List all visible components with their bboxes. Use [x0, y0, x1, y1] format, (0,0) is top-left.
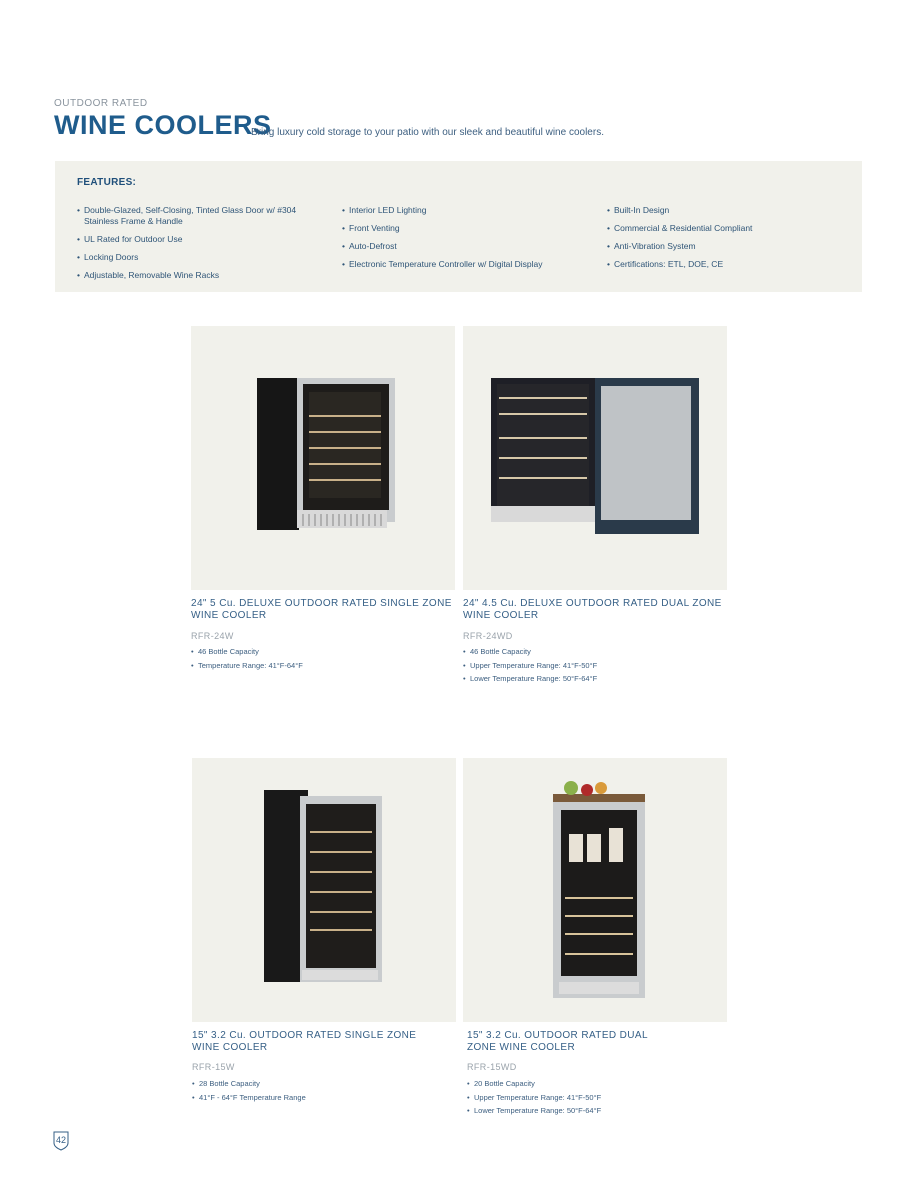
spec-item: • Lower Temperature Range: 50°F-64°F — [467, 1106, 731, 1115]
product-specs-rfr-15w — [192, 1079, 456, 1106]
spec-item: • 41°F - 64°F Temperature Range — [192, 1093, 456, 1102]
spec-item: • 20 Bottle Capacity — [467, 1079, 731, 1088]
features-column-1 — [77, 205, 297, 288]
feature-item: • Certifications: ETL, DOE, CE — [607, 259, 837, 270]
features-heading: FEATURES: — [77, 177, 137, 188]
feature-item: • Built-In Design — [607, 205, 837, 216]
spec-item: • 46 Bottle Capacity — [463, 647, 727, 656]
spec-item: • 28 Bottle Capacity — [192, 1079, 456, 1088]
feature-item: • UL Rated for Outdoor Use — [77, 234, 297, 245]
feature-item: • Locking Doors — [77, 252, 297, 263]
spec-item: • Upper Temperature Range: 41°F-50°F — [463, 661, 727, 670]
product-model-rfr-15wd: RFR-15WD — [467, 1062, 517, 1072]
product-title-rfr-24wd: 24" 4.5 Cu. DELUXE OUTDOOR RATED DUAL ZONE WINE COOLER — [463, 598, 722, 621]
spec-item: • Lower Temperature Range: 50°F-64°F — [463, 674, 727, 683]
spec-item: • Temperature Range: 41°F-64°F — [191, 661, 455, 670]
spec-item: • 46 Bottle Capacity — [191, 647, 455, 656]
product-title-rfr-24w: 24" 5 Cu. DELUXE OUTDOOR RATED SINGLE ZONE WINE COOLER — [191, 598, 452, 621]
page-title: WINE COOLERS — [54, 110, 272, 140]
feature-item: • Commercial & Residential Compliant — [607, 223, 837, 234]
feature-item: • Double-Glazed, Self-Closing, Tinted Glass Door w/ #304 Stainless Frame & Handle — [77, 205, 297, 227]
feature-item: • Adjustable, Removable Wine Racks — [77, 270, 297, 281]
product-model-rfr-24wd: RFR-24WD — [463, 631, 513, 641]
product-specs-rfr-24w — [191, 647, 455, 674]
product-title-rfr-15w: 15" 3.2 Cu. OUTDOOR RATED SINGLE ZONE WINE COOLER — [192, 1030, 417, 1053]
product-specs-rfr-15wd — [467, 1079, 731, 1120]
product-image-rfr-15w — [192, 758, 456, 1022]
feature-item: • Anti-Vibration System — [607, 241, 837, 252]
features-column-2 — [342, 205, 582, 277]
features-panel — [55, 161, 862, 292]
spec-item: • Upper Temperature Range: 41°F-50°F — [467, 1093, 731, 1102]
page-number-badge — [52, 1131, 70, 1151]
features-column-3 — [607, 205, 837, 277]
feature-item: • Front Venting — [342, 223, 582, 234]
product-model-rfr-15w: RFR-15W — [192, 1062, 235, 1072]
product-model-rfr-24w: RFR-24W — [191, 631, 234, 641]
product-specs-rfr-24wd — [463, 647, 727, 688]
feature-item: • Interior LED Lighting — [342, 205, 582, 216]
product-image-rfr-24w — [191, 326, 455, 590]
product-title-rfr-15wd: 15" 3.2 Cu. OUTDOOR RATED DUAL ZONE WINE COOLER — [467, 1030, 648, 1053]
feature-item: • Auto-Defrost — [342, 241, 582, 252]
page-number: 42 — [55, 1135, 66, 1145]
product-image-rfr-15wd — [463, 758, 727, 1022]
tagline: Bring luxury cold storage to your patio with our sleek and beautiful wine coolers. — [251, 127, 604, 138]
product-image-rfr-24wd — [463, 326, 727, 590]
feature-item: • Electronic Temperature Controller w/ Digital Display — [342, 259, 582, 270]
eyebrow-label: OUTDOOR RATED — [54, 98, 148, 109]
